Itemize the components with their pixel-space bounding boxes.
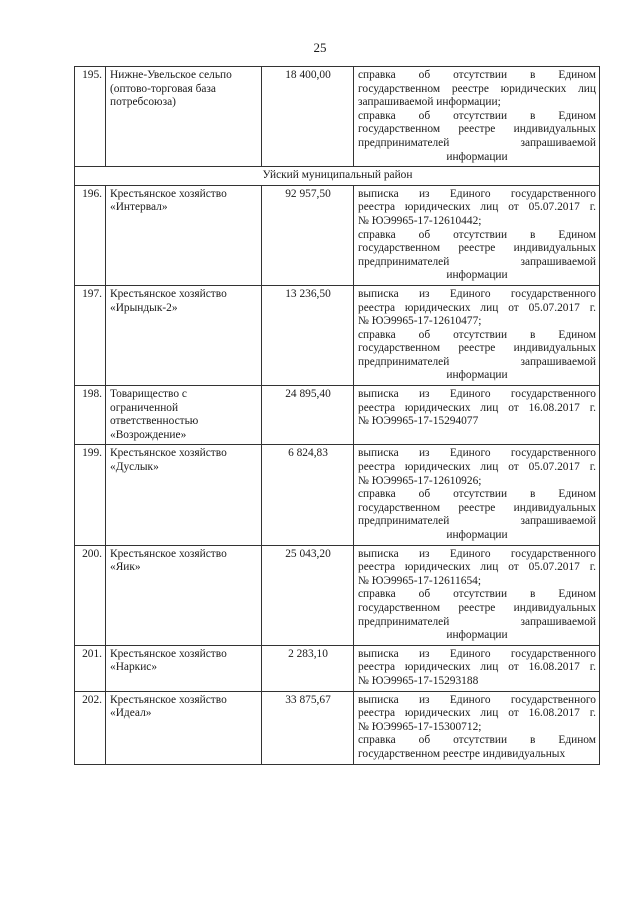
documents-cell: [354, 645, 600, 691]
organization-name-line: Товарищество с: [110, 388, 187, 401]
document-line: запрашиваемой информации;: [358, 96, 501, 109]
document-line: предпринимателей запрашиваемой: [358, 515, 596, 528]
document-line: информации: [446, 369, 508, 382]
document-line: реестра юридических лиц от 16.08.2017 г.: [358, 401, 596, 414]
organization-name-line: «Наркис»: [110, 661, 158, 674]
section-row: [75, 167, 600, 186]
amount-cell: 13 236,50: [262, 285, 354, 385]
document-line: № ЮЭ9965-17-15294077: [358, 415, 479, 428]
document-line: реестра юридических лиц от 05.07.2017 г.: [358, 561, 596, 574]
table-row: [75, 386, 600, 445]
document-line: реестра юридических лиц от 16.08.2017 г.: [358, 707, 596, 720]
document-line: выписка из Единого государственного: [358, 693, 596, 706]
table-row: [75, 691, 600, 764]
document-line: выписка из Единого государственного: [358, 187, 596, 200]
table-row: [75, 645, 600, 691]
amount-cell: 92 957,50: [262, 185, 354, 285]
organization-name-line: «Возрождение»: [110, 428, 187, 441]
organization-name: [106, 386, 262, 445]
organization-name-line: «Ирындык-2»: [110, 301, 178, 314]
organization-name: [106, 545, 262, 645]
document-line: справка об отсутствии в Едином: [358, 69, 596, 81]
document-line: справка об отсутствии в Едином: [358, 488, 596, 501]
documents-cell: [354, 545, 600, 645]
document-line: государственном реестре индивидуальных: [358, 601, 596, 614]
row-number: 201.: [75, 645, 106, 691]
document-line: государственном реестре юридических лиц: [358, 82, 596, 95]
document-line: государственном реестре индивидуальных: [358, 747, 566, 760]
row-number: 197.: [75, 285, 106, 385]
document-line: выписка из Единого государственного: [358, 647, 596, 660]
row-number: 196.: [75, 185, 106, 285]
document-line: реестра юридических лиц от 05.07.2017 г.: [358, 301, 596, 314]
document-line: справка об отсутствии в Едином: [358, 328, 596, 341]
table-row: [75, 285, 600, 385]
amount-cell: 6 824,83: [262, 445, 354, 545]
table-row: [75, 67, 600, 167]
section-title: Уйский муниципальный район: [75, 167, 600, 186]
row-number: 198.: [75, 386, 106, 445]
organization-name-line: ответственностью: [110, 415, 199, 428]
amount-cell: 2 283,10: [262, 645, 354, 691]
document-line: № ЮЭ9965-17-15293188: [358, 674, 479, 687]
documents-cell: [354, 185, 600, 285]
organization-name: [106, 285, 262, 385]
document-line: справка об отсутствии в Едином: [358, 228, 596, 241]
document-line: предпринимателей запрашиваемой: [358, 136, 596, 149]
documents-cell: [354, 386, 600, 445]
amount-cell: 24 895,40: [262, 386, 354, 445]
row-number: 195.: [75, 67, 106, 167]
documents-cell: [354, 445, 600, 545]
document-line: государственном реестре индивидуальных: [358, 342, 596, 355]
row-number: 202.: [75, 691, 106, 764]
registry-table-body: [75, 67, 600, 765]
organization-name: [106, 445, 262, 545]
organization-name-line: Крестьянское хозяйство: [110, 693, 227, 706]
registry-table: [74, 66, 600, 765]
table-row: [75, 445, 600, 545]
organization-name: [106, 645, 262, 691]
document-line: государственном реестре индивидуальных: [358, 501, 596, 514]
document-line: № ЮЭ9965-17-12610477;: [358, 315, 482, 328]
document-line: информации: [446, 529, 508, 541]
organization-name-line: Крестьянское хозяйство: [110, 647, 227, 660]
organization-name: [106, 67, 262, 167]
documents-cell: [354, 691, 600, 764]
document-line: информации: [446, 269, 508, 282]
row-number: 200.: [75, 545, 106, 645]
amount-cell: 33 875,67: [262, 691, 354, 764]
document-line: № ЮЭ9965-17-12611654;: [358, 574, 482, 587]
organization-name-line: «Идеал»: [110, 707, 152, 720]
document-line: № ЮЭ9965-17-12610442;: [358, 214, 482, 227]
organization-name-line: ограниченной: [110, 401, 179, 414]
document-line: выписка из Единого государственного: [358, 287, 596, 300]
amount-cell: 25 043,20: [262, 545, 354, 645]
organization-name: [106, 691, 262, 764]
document-line: справка об отсутствии в Едином: [358, 109, 596, 122]
document-line: предпринимателей запрашиваемой: [358, 615, 596, 628]
document-line: предпринимателей запрашиваемой: [358, 355, 596, 368]
document-line: предпринимателей запрашиваемой: [358, 255, 596, 268]
organization-name-line: потребсоюза): [110, 96, 176, 109]
document-line: реестра юридических лиц от 16.08.2017 г.: [358, 661, 596, 674]
documents-cell: [354, 67, 600, 167]
document-line: информации: [446, 629, 508, 642]
row-number: 199.: [75, 445, 106, 545]
document-line: выписка из Единого государственного: [358, 447, 596, 460]
document-line: информации: [446, 150, 508, 163]
document-line: № ЮЭ9965-17-12610926;: [358, 474, 482, 487]
organization-name-line: Нижне-Увельское сельпо: [110, 69, 232, 81]
document-line: справка об отсутствии в Едином: [358, 734, 596, 747]
organization-name-line: Крестьянское хозяйство: [110, 547, 227, 560]
page-number: 25: [313, 40, 327, 55]
document-line: государственном реестре индивидуальных: [358, 123, 596, 136]
table-row: [75, 545, 600, 645]
organization-name-line: Крестьянское хозяйство: [110, 447, 227, 460]
documents-cell: [354, 285, 600, 385]
organization-name-line: «Яик»: [110, 561, 141, 574]
document-line: № ЮЭ9965-17-15300712;: [358, 720, 482, 733]
organization-name-line: «Интервал»: [110, 201, 168, 214]
document-line: выписка из Единого государственного: [358, 547, 596, 560]
organization-name-line: (оптово-торговая база: [110, 82, 216, 95]
organization-name-line: Крестьянское хозяйство: [110, 187, 227, 200]
organization-name-line: Крестьянское хозяйство: [110, 287, 227, 300]
table-row: [75, 185, 600, 285]
organization-name-line: «Дуслык»: [110, 461, 159, 474]
document-line: государственном реестре индивидуальных: [358, 242, 596, 255]
amount-cell: 18 400,00: [262, 67, 354, 167]
document-line: справка об отсутствии в Едином: [358, 588, 596, 601]
document-line: реестра юридических лиц от 05.07.2017 г.: [358, 461, 596, 474]
document-line: выписка из Единого государственного: [358, 388, 596, 401]
document-line: реестра юридических лиц от 05.07.2017 г.: [358, 201, 596, 214]
organization-name: [106, 185, 262, 285]
